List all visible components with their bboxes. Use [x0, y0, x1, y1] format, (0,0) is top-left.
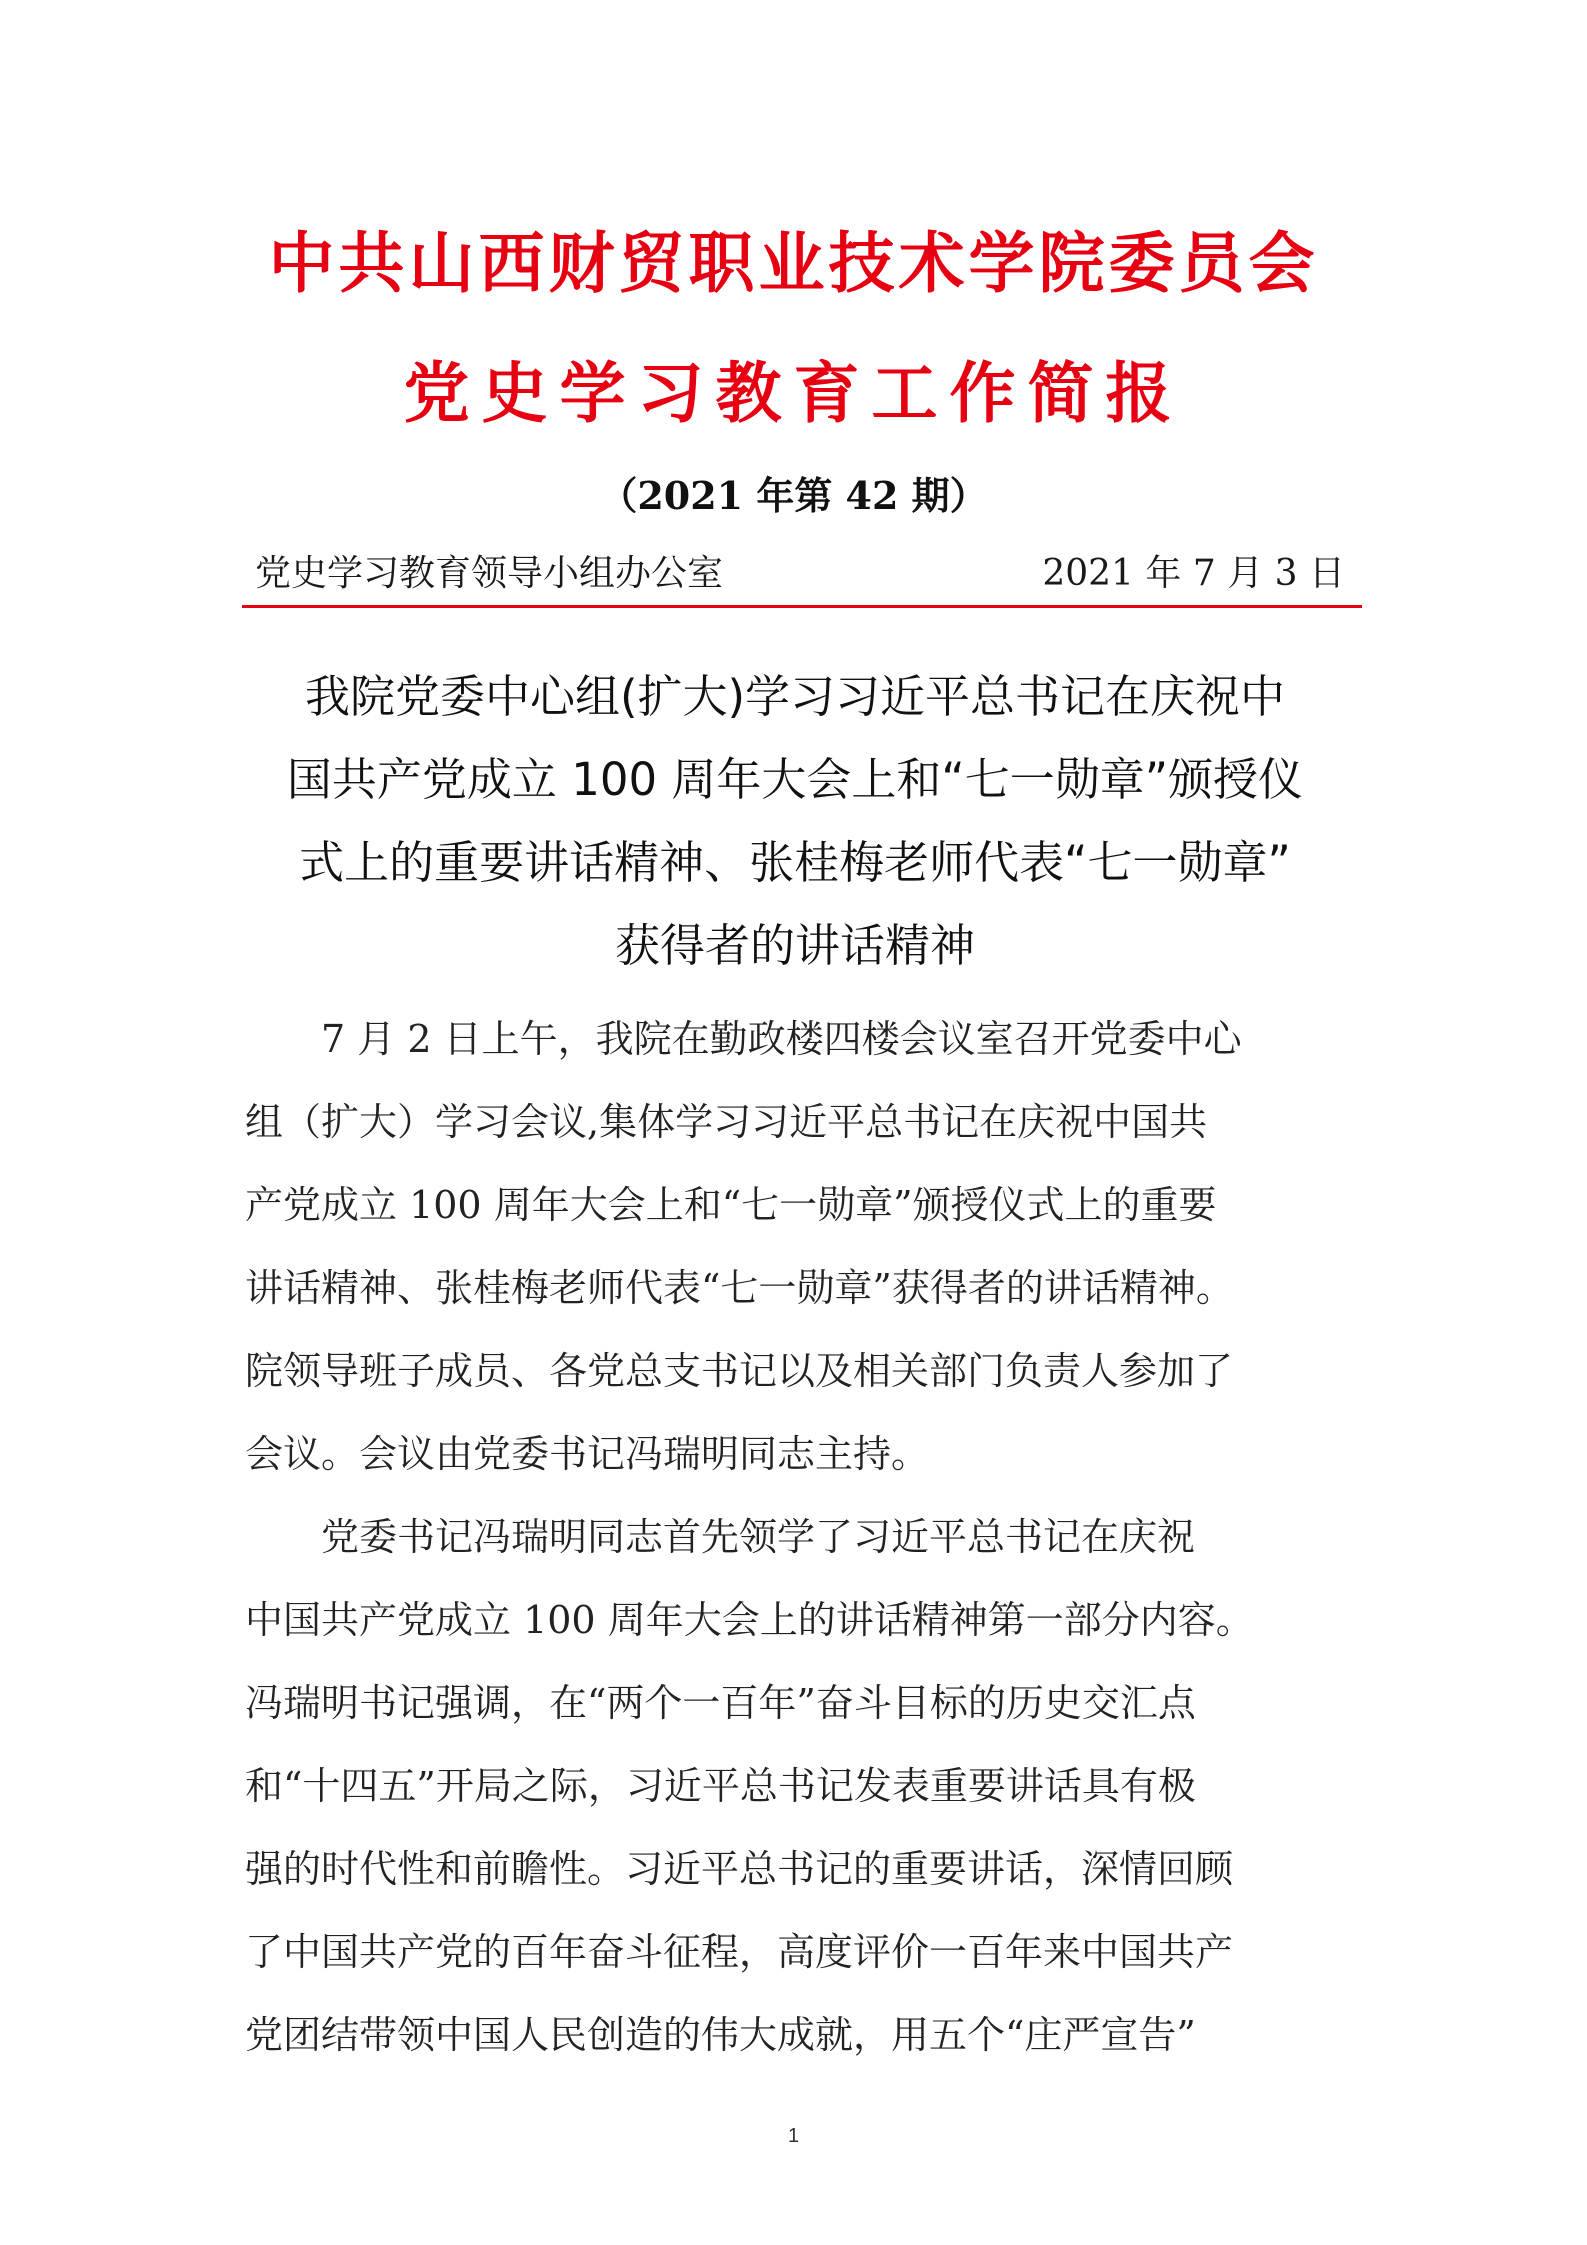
- article-title-line: 我院党委中心组(扩大)学习习近平总书记在庆祝中: [304, 670, 1286, 723]
- body-line: 强的时代性和前瞻性。习近平总书记的重要讲话，深情回顾: [245, 1847, 1234, 1891]
- body-line: 产党成立 100 周年大会上和“七一勋章”颁授仪式上的重要: [245, 1183, 1217, 1227]
- body-line: 组（扩大）学习会议,集体学习习近平总书记在庆祝中国共: [245, 1100, 1208, 1144]
- article-title-line: 国共产党成立 100 周年大会上和“七一勋章”颁授仪: [286, 753, 1304, 806]
- article-title-line: 式上的重要讲话精神、张桂梅老师代表“七一勋章”: [299, 836, 1291, 889]
- masthead-title: 中共山西财贸职业技术学院委员会: [268, 224, 1319, 302]
- article-title-line: 获得者的讲话精神: [614, 919, 975, 972]
- body-line: 院领导班子成员、各党总支书记以及相关部门负责人参加了: [245, 1349, 1234, 1393]
- article-title: [245, 655, 1345, 987]
- article-body: [245, 998, 1345, 2077]
- masthead-subtitle: 党史学习教育工作简报: [403, 354, 1184, 432]
- body-line: 党团结带领中国人民创造的伟大成就，用五个“庄严宣告”: [245, 2013, 1196, 2057]
- body-line: 讲话精神、张桂梅老师代表“七一勋章”获得者的讲话精神。: [245, 1266, 1234, 1310]
- red-divider: [242, 605, 1362, 608]
- body-line: 冯瑞明书记强调，在“两个一百年”奋斗目标的历史交汇点: [245, 1681, 1196, 1725]
- body-line: 和“十四五”开局之际，习近平总书记发表重要讲话具有极: [245, 1764, 1196, 1808]
- body-line: 中国共产党成立 100 周年大会上的讲话精神第一部分内容。: [245, 1598, 1254, 1642]
- body-line: 7 月 2 日上午，我院在勤政楼四楼会议室召开党委中心: [245, 1017, 1242, 1061]
- body-line: 了中国共产党的百年奋斗征程，高度评价一百年来中国共产: [245, 1930, 1234, 1974]
- issue-date: 2021 年 7 月 3 日: [1042, 553, 1345, 594]
- body-line: 党委书记冯瑞明同志首先领学了习近平总书记在庆祝: [245, 1515, 1196, 1559]
- meta-row: [255, 545, 1345, 595]
- body-line: 会议。会议由党委书记冯瑞明同志主持。: [245, 1432, 930, 1476]
- issue-number: （2021 年第 42 期）: [599, 473, 988, 518]
- page-number: 1: [787, 2125, 800, 2147]
- issuing-office: 党史学习教育领导小组办公室: [255, 553, 724, 594]
